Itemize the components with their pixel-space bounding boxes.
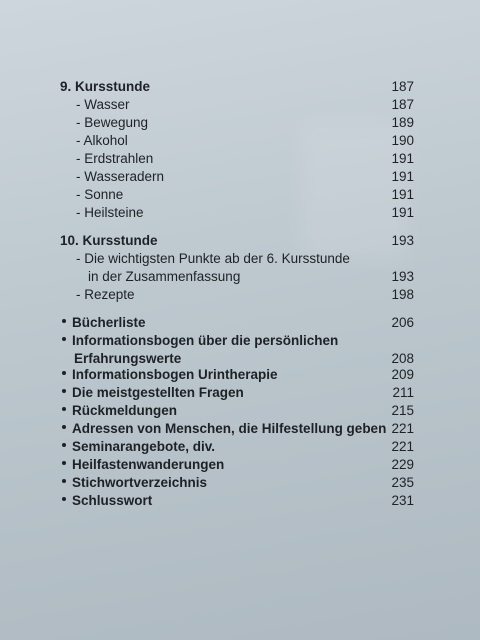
toc-entry bbox=[0, 204, 480, 222]
toc-entry-label: Seminarangebote, div. bbox=[62, 438, 215, 456]
toc-bullet-entry bbox=[0, 438, 480, 456]
toc-bullet-entry bbox=[0, 332, 480, 350]
toc-entry-label: Bücherliste bbox=[62, 314, 146, 332]
toc-entry bbox=[0, 168, 480, 186]
toc-entry bbox=[0, 114, 480, 132]
toc-page-number: 191 bbox=[391, 169, 414, 184]
toc-entry-label: Erfahrungswerte bbox=[74, 351, 182, 366]
toc-entry bbox=[0, 286, 480, 304]
toc-entry-label: Heilfastenwanderungen bbox=[62, 456, 224, 474]
toc-entry-continuation bbox=[0, 268, 480, 286]
toc-entry bbox=[0, 186, 480, 204]
toc-entry-label: - Bewegung bbox=[76, 115, 149, 130]
toc-page-number: 191 bbox=[391, 205, 414, 220]
toc-entry-label: - Erdstrahlen bbox=[76, 151, 154, 166]
toc-bullet-entry bbox=[0, 384, 480, 402]
toc-bullet-entry bbox=[0, 456, 480, 474]
toc-bullet-entry bbox=[0, 314, 480, 332]
toc-entry bbox=[0, 132, 480, 150]
toc-page-number: 206 bbox=[391, 315, 414, 330]
toc-page-number: 187 bbox=[391, 97, 414, 112]
toc-page-number: 215 bbox=[391, 403, 414, 418]
toc-page-number: 191 bbox=[391, 187, 414, 202]
toc-entry-label: - Heilsteine bbox=[76, 205, 144, 220]
toc-entry-label: Rückmeldungen bbox=[62, 402, 177, 420]
toc-heading-9 bbox=[0, 78, 480, 96]
toc-entry-label: - Sonne bbox=[76, 187, 124, 202]
toc-entry-label: - Die wichtigsten Punkte ab der 6. Kursstunde bbox=[76, 251, 350, 266]
toc-page-number: 209 bbox=[391, 367, 414, 382]
toc-bullet-entry bbox=[0, 492, 480, 510]
toc-bullet-entry bbox=[0, 474, 480, 492]
toc-entry bbox=[0, 250, 480, 268]
toc-entry-label: - Alkohol bbox=[76, 133, 128, 148]
toc-bullet-entry bbox=[0, 402, 480, 420]
toc-entry-label: - Wasser bbox=[76, 97, 130, 112]
toc-page-number: 235 bbox=[391, 475, 414, 490]
toc-entry-label: - Rezepte bbox=[76, 287, 135, 302]
toc-heading-title: 9. Kursstunde bbox=[60, 79, 151, 94]
toc-page-number: 193 bbox=[391, 233, 414, 248]
toc-heading-10 bbox=[0, 232, 480, 250]
toc-page-number: 208 bbox=[391, 351, 414, 366]
toc-bullet-entry bbox=[0, 366, 480, 384]
toc-page-number: 189 bbox=[391, 115, 414, 130]
toc-entry-label: Stichwortverzeichnis bbox=[62, 474, 207, 492]
toc-entry-label: Schlusswort bbox=[62, 492, 152, 510]
toc-page-number: 193 bbox=[391, 269, 414, 284]
toc-page-number: 229 bbox=[391, 457, 414, 472]
toc-bullet-entry bbox=[0, 420, 480, 438]
toc-page-number: 187 bbox=[391, 79, 414, 94]
toc-entry bbox=[0, 150, 480, 168]
toc-page-number: 191 bbox=[391, 151, 414, 166]
toc-entry-label: in der Zusammenfassung bbox=[88, 269, 241, 284]
toc-page-number: 221 bbox=[391, 439, 414, 454]
toc-entry-label: Informationsbogen Urintherapie bbox=[62, 366, 278, 384]
toc-page-number: 221 bbox=[391, 421, 414, 436]
toc-entry-label: Adressen von Menschen, die Hilfestellung geben bbox=[62, 420, 386, 438]
toc-page-number: 190 bbox=[391, 133, 414, 148]
toc-page-number: 211 bbox=[392, 385, 414, 400]
toc-entry-label: - Wasseradern bbox=[76, 169, 165, 184]
toc-entry-label: Die meistgestellten Fragen bbox=[62, 384, 244, 402]
toc-entry bbox=[0, 96, 480, 114]
toc-heading-title: 10. Kursstunde bbox=[60, 233, 158, 248]
toc-entry-label: Informationsbogen über die persönlichen bbox=[62, 332, 338, 350]
toc-page-number: 198 bbox=[391, 287, 414, 302]
toc-page-number: 231 bbox=[391, 493, 414, 508]
